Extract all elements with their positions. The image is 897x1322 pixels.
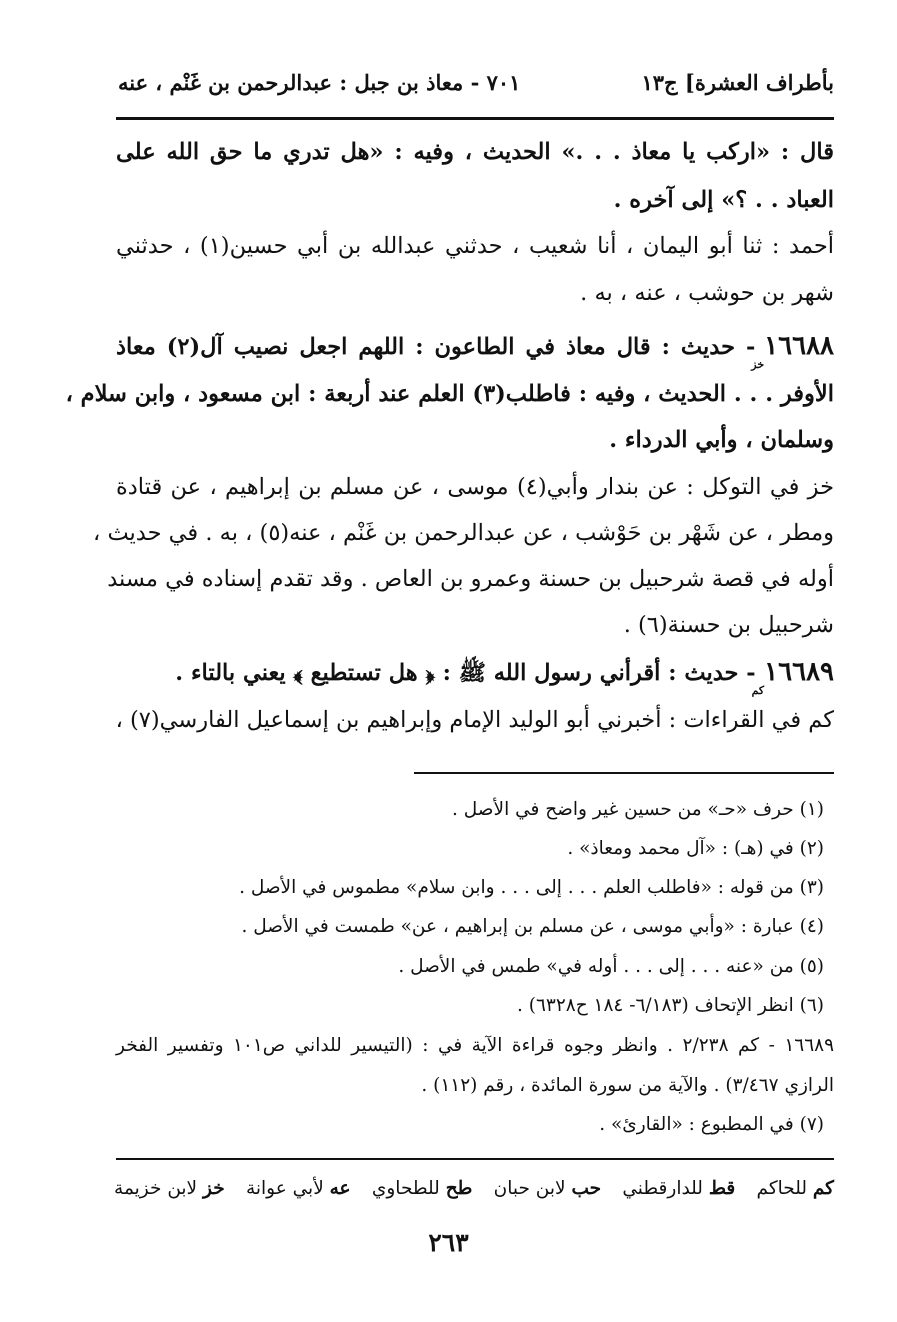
sigla-item: طح للطحاوي (371, 1177, 473, 1199)
sigla-item: خز لابن خزيمة (114, 1177, 225, 1199)
sigla-item: عه لأبي عوانة (245, 1177, 351, 1199)
hadith-line: وسلمان ، وأبي الدرداء . (609, 427, 834, 453)
sigla-key (114, 1170, 834, 1206)
footnote: (٤) عبارة : «وأبي موسى ، عن مسلم بن إبراهيم ، عن» طمست في الأصل . (241, 916, 824, 937)
source-line: شرحبيل بن حسنة(٦) . (623, 612, 834, 638)
sigla-item: كم للحاكم (756, 1177, 834, 1199)
source-line: خز في التوكل : عن بندار وأبي(٤) موسى ، عن مسلم بن إبراهيم ، عن قتادة (116, 474, 834, 500)
body-line: شهر بن حوشب ، عنه ، به . (580, 280, 834, 306)
footnote: (٧) في المطبوع : «القارئ» . (599, 1114, 824, 1135)
footnote: (٦) انظر الإتحاف (٦/١٨٣- ١٨٤ ح٦٣٢٨) . (516, 995, 824, 1016)
hadith-sigla: خز (751, 358, 765, 371)
hadith-text: - حديث : أقرأني رسول الله ﷺ : ﴿ هل تستطيع ﴾ يعني بالتاء . (175, 660, 756, 686)
hadith-sigla: كم (751, 684, 765, 697)
footnote: الرازي ٣/٤٦٧) . والآية من سورة المائدة ، رقم (١١٢) . (421, 1075, 834, 1096)
header-divider (116, 117, 834, 120)
body-line: أحمد : ثنا أبو اليمان ، أنا شعيب ، حدثني عبدالله بن أبي حسين(١) ، حدثني (116, 233, 834, 259)
footnote-divider (414, 772, 834, 774)
running-header (118, 62, 834, 102)
footnote: ١٦٦٨٩ - كم ٢/٢٣٨ . وانظر وجوه قراءة الآية في : (التيسير للداني ص١٠١ وتفسير الفخر (116, 1035, 835, 1056)
body-line: قال : «اركب يا معاذ . . .» الحديث ، وفيه : «هل تدري ما حق الله على (116, 139, 834, 165)
page-number: ٢٦٣ (428, 1228, 469, 1257)
source-line: أوله في قصة شرحبيل بن حسنة وعمرو بن العاص . وقد تقدم إسناده في مسند (107, 566, 834, 592)
sigla-item: حب لابن حبان (493, 1177, 602, 1199)
footnote: (٥) من «عنه . . . إلى . . . أوله في» طمس في الأصل . (398, 956, 824, 977)
footnote: (٣) من قوله : «فاطلب العلم . . . إلى . . . وابن سلام» مطموس في الأصل . (239, 877, 824, 898)
hadith-text: - حديث : قال معاذ في الطاعون : اللهم اجعل نصيب آل(٢) معاذ (116, 334, 756, 360)
source-line: كم في القراءات : أخبرني أبو الوليد الإمام وإبراهيم بن إسماعيل الفارسي(٧) ، (115, 707, 834, 733)
header-book-volume: بأطراف العشرة] ج١٣ (641, 69, 834, 95)
footnote: (١) حرف «حـ» من حسين غير واضح في الأصل . (452, 799, 824, 820)
hadith-number: ١٦٦٨٨ (764, 331, 834, 361)
hadith-line: الأوفر . . . الحديث ، وفيه : فاطلب(٣) العلم عند أربعة : ابن مسعود ، وابن سلام ، (65, 381, 834, 407)
hadith-number: ١٦٦٨٩ (764, 657, 834, 687)
source-line: ومطر ، عن شَهْر بن حَوْشب ، عن عبدالرحمن بن غَنْم ، عنه(٥) ، به . في حديث ، (93, 520, 834, 546)
footnote: (٢) في (هـ) : «آل محمد ومعاذ» . (567, 838, 824, 859)
footer-divider (116, 1158, 834, 1160)
body-line: العباد . . ؟» إلى آخره . (613, 187, 834, 213)
sigla-item: قط للدارقطني (622, 1177, 736, 1199)
header-chapter-title: ٧٠١ - معاذ بن جبل : عبدالرحمن بن غَنْم ، عنه (118, 69, 521, 95)
